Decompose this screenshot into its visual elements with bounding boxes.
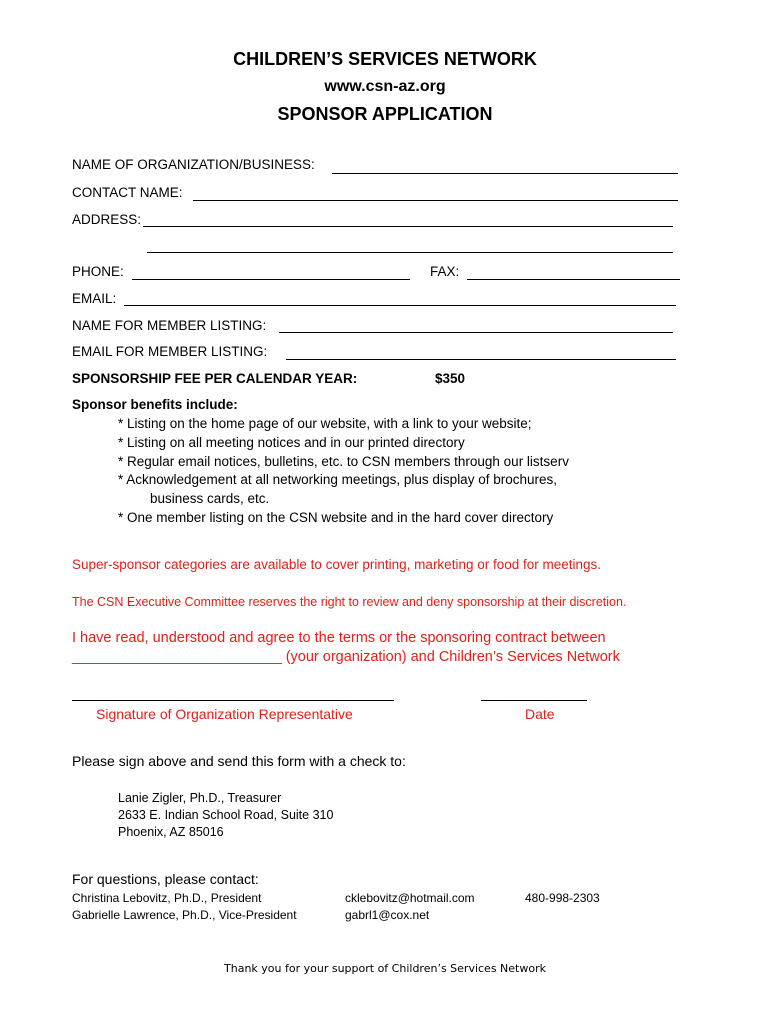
- date-label: Date: [525, 706, 555, 722]
- org-title: CHILDREN’S SERVICES NETWORK: [233, 49, 537, 69]
- address-label: ADDRESS:: [72, 212, 142, 227]
- benefit-item: * Listing on the home page of our website, with a link to your website;: [118, 416, 532, 431]
- contact-name-field[interactable]: [193, 200, 678, 201]
- benefit-item: * Listing on all meeting notices and in our printed directory: [118, 435, 465, 450]
- signature-field[interactable]: [72, 700, 394, 701]
- org-name-field[interactable]: [332, 173, 678, 174]
- signature-label: Signature of Organization Representative: [96, 706, 353, 722]
- agreement-line-2[interactable]: __________________________ (your organization) and Children’s Services Network: [72, 649, 620, 665]
- benefit-item: * Acknowledgement at all networking meetings, plus display of brochures,: [118, 472, 557, 487]
- contact-email[interactable]: cklebovitz@hotmail.com: [345, 891, 475, 905]
- website-url[interactable]: www.csn-az.org: [324, 78, 446, 95]
- fee-amount: $350: [435, 371, 466, 386]
- member-listing-email-field[interactable]: [286, 359, 676, 360]
- contacts-heading: For questions, please contact:: [72, 871, 259, 887]
- contact-name-label: CONTACT NAME:: [72, 185, 183, 200]
- footer-thanks: Thank you for your support of Children’s Services Network: [224, 962, 546, 975]
- org-name-label: NAME OF ORGANIZATION/BUSINESS:: [72, 157, 315, 172]
- contact-name: Christina Lebovitz, Ph.D., President: [72, 891, 262, 905]
- fax-field[interactable]: [467, 279, 680, 280]
- member-listing-name-field[interactable]: [279, 332, 673, 333]
- phone-field[interactable]: [132, 279, 410, 280]
- benefit-item: * Regular email notices, bulletins, etc. to CSN members through our listserv: [118, 454, 569, 469]
- fee-label: SPONSORSHIP FEE PER CALENDAR YEAR:: [72, 371, 358, 386]
- date-field[interactable]: [481, 700, 587, 701]
- member-listing-email-label: EMAIL FOR MEMBER LISTING:: [72, 344, 268, 359]
- address-field-line2[interactable]: [147, 252, 673, 253]
- email-label: EMAIL:: [72, 291, 117, 306]
- treasurer-name: Lanie Zigler, Ph.D., Treasurer: [118, 791, 282, 805]
- contact-email[interactable]: gabrl1@cox.net: [345, 908, 430, 922]
- contact-phone: 480-998-2303: [525, 891, 600, 905]
- contact-name: Gabrielle Lawrence, Ph.D., Vice-President: [72, 908, 297, 922]
- address-field-line1[interactable]: [143, 226, 673, 227]
- fax-label: FAX:: [430, 264, 460, 279]
- benefit-item-continued: business cards, etc.: [150, 491, 270, 506]
- mailing-city: Phoenix, AZ 85016: [118, 825, 224, 839]
- benefits-heading: Sponsor benefits include:: [72, 397, 238, 412]
- executive-committee-notice: The CSN Executive Committee reserves the right to review and deny sponsorship at their discretion.: [72, 595, 627, 609]
- benefit-item: * One member listing on the CSN website and in the hard cover directory: [118, 510, 554, 525]
- email-field[interactable]: [124, 305, 676, 306]
- agreement-line-1: I have read, understood and agree to the terms or the sponsoring contract between: [72, 630, 606, 646]
- phone-label: PHONE:: [72, 264, 124, 279]
- member-listing-name-label: NAME FOR MEMBER LISTING:: [72, 318, 267, 333]
- mailing-instruction: Please sign above and send this form with a check to:: [72, 753, 406, 769]
- form-title: SPONSOR APPLICATION: [277, 104, 493, 124]
- mailing-street: 2633 E. Indian School Road, Suite 310: [118, 808, 334, 822]
- super-sponsor-notice: Super-sponsor categories are available to cover printing, marketing or food for meetings.: [72, 557, 602, 572]
